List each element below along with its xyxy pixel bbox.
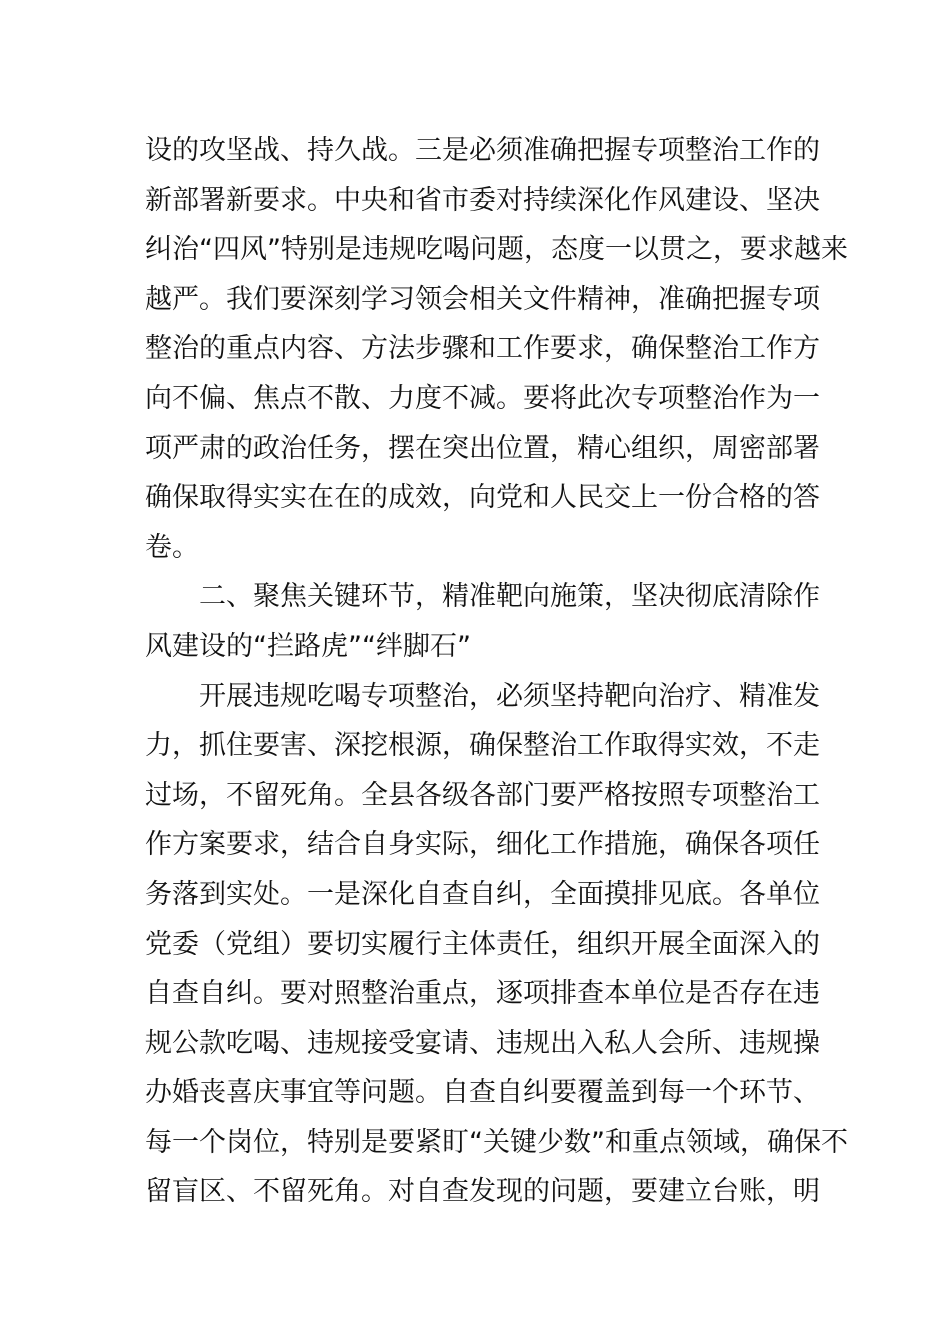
- text-line: 过场，不留死角。全县各级各部门要严格按照专项整治工: [145, 779, 820, 811]
- text-line: 风建设的“拦路虎”“绊脚石”: [145, 630, 471, 662]
- text-line: 务落到实处。一是深化自查自纠，全面摸排见底。各单位: [145, 878, 820, 910]
- text-line: 力，抓住要害、深挖根源，确保整治工作取得实效，不走: [145, 730, 820, 762]
- text-line: 留盲区、不留死角。对自查发现的问题，要建立台账，明: [145, 1176, 820, 1208]
- text-line: 新部署新要求。中央和省市委对持续深化作风建设、坚决: [145, 184, 820, 216]
- text-line: 越严。我们要深刻学习领会相关文件精神，准确把握专项: [145, 283, 820, 315]
- text-line: 项严肃的政治任务，摆在突出位置，精心组织，周密部署: [145, 432, 820, 464]
- text-line: 卷。: [145, 531, 199, 563]
- text-line: 二、聚焦关键环节，精准靶向施策，坚决彻底清除作: [199, 581, 820, 613]
- text-line: 开展违规吃喝专项整治，必须坚持靶向治疗、精准发: [199, 680, 820, 712]
- text-line: 作方案要求，结合自身实际，细化工作措施，确保各项任: [145, 829, 820, 861]
- text-line: 每一个岗位，特别是要紧盯“关键少数”和重点领域，确保不: [145, 1126, 848, 1158]
- text-line: 设的攻坚战、持久战。三是必须准确把握专项整治工作的: [145, 135, 820, 166]
- text-line: 纠治“四风”特别是违规吃喝问题，态度一以贯之，要求越来: [145, 234, 848, 266]
- text-line: 办婚丧喜庆事宜等问题。自查自纠要覆盖到每一个环节、: [145, 1077, 820, 1109]
- text-line: 党委（党组）要切实履行主体责任，组织开展全面深入的: [145, 928, 820, 960]
- text-line: 整治的重点内容、方法步骤和工作要求，确保整治工作方: [145, 333, 820, 365]
- text-line: 规公款吃喝、违规接受宴请、违规出入私人会所、违规操: [145, 1027, 820, 1059]
- text-line: 确保取得实实在在的成效，向党和人民交上一份合格的答: [145, 482, 820, 514]
- text-line: 自查自纠。要对照整治重点，逐项排查本单位是否存在违: [145, 978, 820, 1010]
- text-line: 向不偏、焦点不散、力度不减。要将此次专项整治作为一: [145, 382, 820, 414]
- document-body-text: [145, 126, 848, 1217]
